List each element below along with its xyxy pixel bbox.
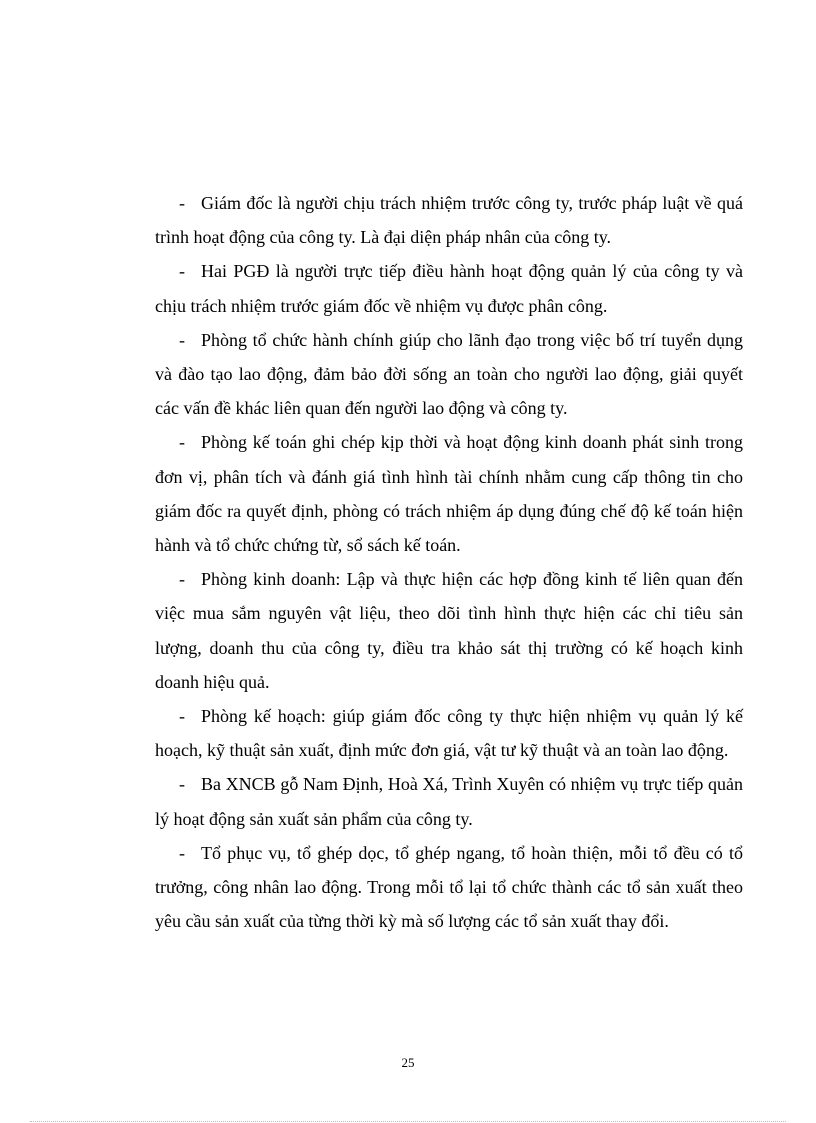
paragraph-admin-department bbox=[155, 323, 743, 426]
paragraph-text: Tổ phục vụ, tổ ghép dọc, tổ ghép ngang, tổ hoàn thiện, mỗi tổ đều có tổ trưởng, công nhân lao động. Trong mỗi tổ lại tổ chức thành các tổ sản xuất theo yêu cầu sản xuất của từng thời kỳ mà số lượng các tổ sản xuất thay đổi. bbox=[155, 842, 743, 932]
bullet-dash: - bbox=[179, 432, 185, 453]
paragraph-text: Phòng tổ chức hành chính giúp cho lãnh đạo trong việc bố trí tuyển dụng và đào tạo lao động, đảm bảo đời sống an toàn cho người lao động, giải quyết các vấn đề khác liên quan đến người lao động và công ty. bbox=[155, 329, 743, 419]
paragraph-deputy-directors bbox=[155, 254, 743, 322]
paragraph-planning-department bbox=[155, 699, 743, 767]
bullet-dash: - bbox=[179, 706, 185, 727]
bullet-dash: - bbox=[179, 261, 185, 282]
paragraph-text: Hai PGĐ là người trực tiếp điều hành hoạt động quản lý của công ty và chịu trách nhiệm trước giám đốc về nhiệm vụ được phân công. bbox=[155, 261, 743, 316]
bullet-dash: - bbox=[179, 329, 185, 350]
footer-divider bbox=[30, 1121, 786, 1122]
paragraph-text: Ba XNCB gỗ Nam Định, Hoà Xá, Trình Xuyên có nhiệm vụ trực tiếp quản lý hoạt động sản xuất sản phẩm của công ty. bbox=[155, 774, 743, 829]
document-body bbox=[155, 186, 743, 938]
bullet-dash: - bbox=[179, 774, 185, 795]
paragraph-text: Phòng kế toán ghi chép kịp thời và hoạt động kinh doanh phát sinh trong đơn vị, phân tích và đánh giá tình hình tài chính nhằm cung cấp thông tin cho giám đốc ra quyết định, phòng có trách nhiệm áp dụng đúng chế độ kế toán hiện hành và tổ chức chứng từ, sổ sách kế toán. bbox=[155, 432, 743, 556]
bullet-dash: - bbox=[179, 569, 185, 590]
paragraph-director bbox=[155, 186, 743, 254]
paragraph-business-department bbox=[155, 562, 743, 699]
paragraph-accounting-department bbox=[155, 425, 743, 562]
bullet-dash: - bbox=[179, 842, 185, 863]
paragraph-text: Phòng kế hoạch: giúp giám đốc công ty thực hiện nhiệm vụ quản lý kế hoạch, kỹ thuật sản xuất, định mức đơn giá, vật tư kỹ thuật và an toàn lao động. bbox=[155, 706, 743, 761]
bullet-dash: - bbox=[179, 193, 185, 213]
paragraph-teams bbox=[155, 836, 743, 939]
paragraph-factories bbox=[155, 767, 743, 835]
page-number: 25 bbox=[401, 1055, 415, 1070]
paragraph-text: Giám đốc là người chịu trách nhiệm trước công ty, trước pháp luật về quá trình hoạt động của công ty. Là đại diện pháp nhân của công ty. bbox=[155, 193, 743, 248]
paragraph-text: Phòng kinh doanh: Lập và thực hiện các hợp đồng kinh tế liên quan đến việc mua sắm nguyên vật liệu, theo dõi tình hình thực hiện các chỉ tiêu sản lượng, doanh thu của công ty, điều tra khảo sát thị trường có kế hoạch kinh doanh hiệu quả. bbox=[155, 569, 743, 692]
